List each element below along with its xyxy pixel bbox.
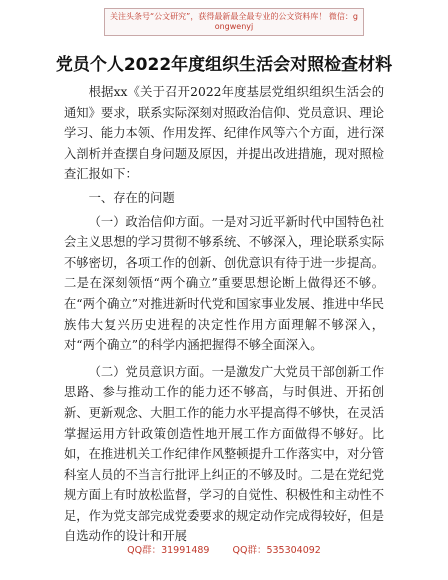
- qq-group-1: QQ群：31991489: [127, 545, 210, 556]
- qq-group-2: QQ群：535304092: [232, 545, 321, 556]
- political-belief-paragraph: （一）政治信仰方面。一是对习近平新时代中国特色社会主义思想的学习贯彻不够系统、不够深入，理论联系实际不够密切，各项工作的创新、创优意识有待于进一步提高。二是在深刻领悟“两个确立”重要思想论断上做得还不够。在“两个确立”对推进新时代党和国家事业发展、推进中华民族伟大复兴历史进程的决定性作用方面理解不够深入，对“两个确立”的科学内涵把握得不够全面深入。: [64, 214, 384, 353]
- party-awareness-paragraph: （二）党员意识方面。一是激发广大党员干部创新工作思路、参与推动工作的能力还不够高，与时俱进、开拓创新、更新观念、大胆工作的能力水平提高得不够快，在灵活掌握运用方针政策创造性地开展工作方面做得不够好。比如，在推进机关工作纪律作风整顿提升工作落实中，对分管科室人员的不当言行批评上纠正的不够及时。二是在党纪党规方面上有时放松监督，学习的自觉性、积极性和主动性不足，作为党支部完成党委要求的规定动作完成得较好，但是自选动作的设计和开展: [64, 364, 384, 544]
- section-heading: 一、存在的问题: [88, 190, 175, 205]
- document-title: 党员个人2022年度组织生活会对照检查材料: [55, 55, 393, 75]
- intro-paragraph: 根据xx《关于召开2022年度基层党组织组织生活会的通知》要求，联系实际深刻对照政治信仰、党员意识、理论学习、能力本领、作用发挥、纪律作风等六个方面，进行深入剖析并查摆自身问题及原因，并提出改进措施，现对照检查汇报如下：: [64, 85, 384, 182]
- promo-banner: 关注头条号“公文研究”，获得最新最全最专业的公文资料库！ 微信：gongwenyj: [104, 8, 364, 36]
- footer: [0, 542, 448, 556]
- document-body: [64, 82, 384, 547]
